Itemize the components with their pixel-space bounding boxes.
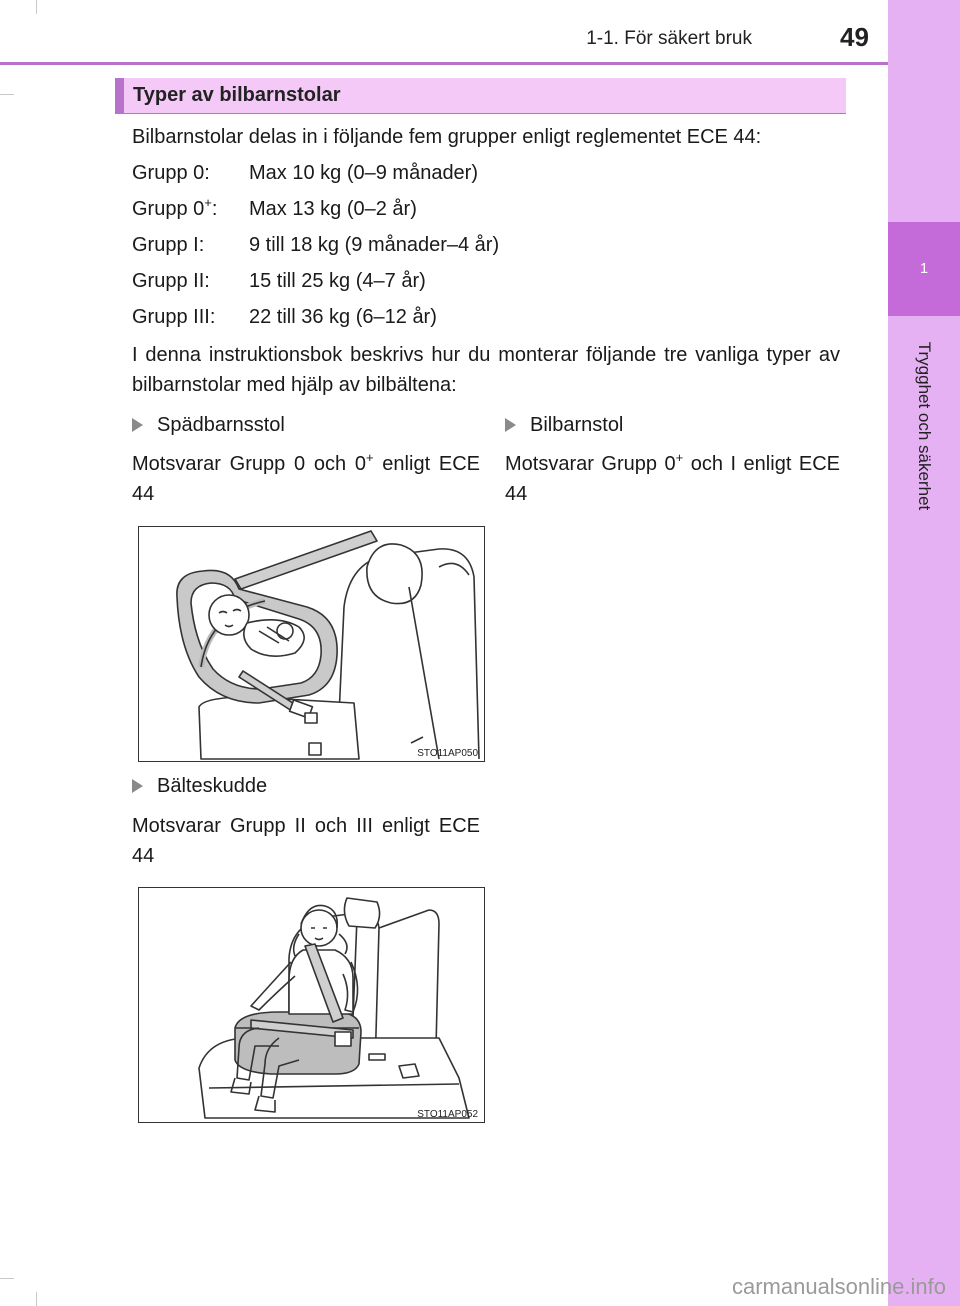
seat-type-heading: Bilbarnstol [505, 410, 623, 440]
crop-mark [36, 0, 37, 14]
side-tab-strip [888, 0, 960, 1306]
section-title: Typer av bilbarnstolar [133, 84, 341, 106]
group-value: 9 till 18 kg (9 månader–4 år) [249, 234, 500, 256]
running-header: 1-1. För säkert bruk [586, 28, 752, 49]
group-value: Max 13 kg (0–2 år) [249, 198, 417, 220]
header-rule [0, 62, 888, 65]
group-label: Grupp 0+: [132, 195, 218, 220]
chapter-number-tab: 1 [888, 222, 960, 316]
crop-mark [0, 94, 14, 95]
page-number: 49 [840, 22, 869, 52]
booster-cushion-drawing [139, 888, 483, 1121]
watermark-footer: carmanualsonline.info [731, 1274, 946, 1299]
description-paragraph: I denna instruktionsbok beskrivs hur du monterar följande tre vanliga typer av bilbarnstolar med hjälp av bilbältena: [132, 344, 840, 396]
seat-type-heading: Bälteskudde [132, 771, 267, 801]
crop-mark [0, 1278, 14, 1279]
bullet-triangle-icon [505, 418, 516, 432]
crop-mark [36, 1292, 37, 1306]
booster-cushion-illustration [138, 887, 485, 1123]
section-heading [115, 78, 846, 114]
seat-type-heading: Spädbarnsstol [132, 410, 285, 440]
group-label: Grupp I: [132, 234, 205, 256]
bullet-triangle-icon [132, 779, 143, 793]
group-value: 22 till 36 kg (6–12 år) [249, 306, 437, 328]
figure-code: STO11AP052 [417, 1109, 478, 1120]
group-label: Grupp III: [132, 306, 216, 328]
group-label: Grupp II: [132, 270, 210, 292]
group-value: 15 till 25 kg (4–7 år) [249, 270, 426, 292]
figure-code: STO11AP050 [417, 748, 478, 759]
chapter-title: Trygghet och säkerhet [915, 341, 934, 511]
seat-type-description: Motsvarar Grupp 0 och 0+ enligt ECE 44 [132, 450, 480, 505]
intro-text: Bilbarnstolar delas in i följande fem grupper enligt reglementet ECE 44: [132, 126, 762, 148]
infant-seat-illustration [138, 526, 485, 762]
group-value: Max 10 kg (0–9 månader) [249, 162, 479, 184]
seat-type-description: Motsvarar Grupp 0+ och I enligt ECE 44 [505, 450, 841, 505]
infant-seat-drawing [139, 527, 483, 760]
bullet-triangle-icon [132, 418, 143, 432]
group-label: Grupp 0: [132, 162, 210, 184]
seat-type-description: Motsvarar Grupp II och III enligt ECE 44 [132, 815, 480, 867]
